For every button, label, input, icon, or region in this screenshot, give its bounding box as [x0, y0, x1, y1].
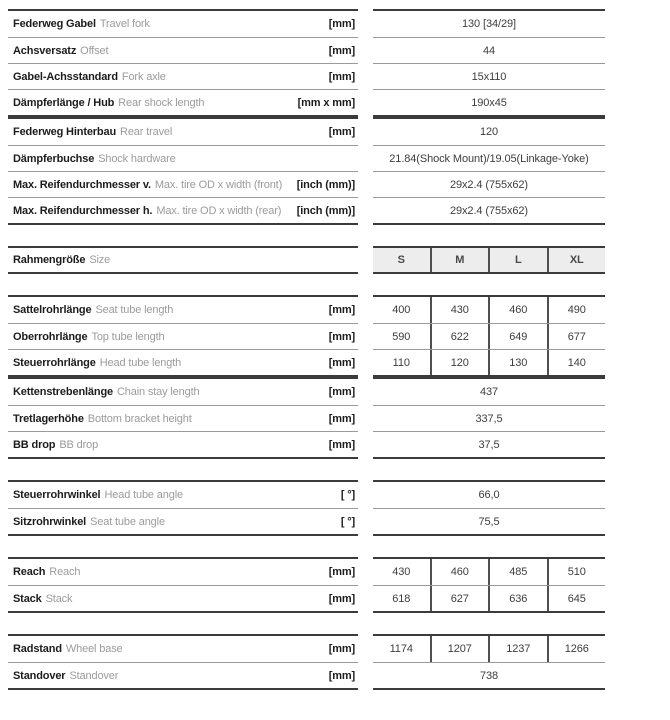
- spec-unit: [mm]: [328, 304, 355, 316]
- spec-label-de: Reach: [13, 566, 46, 578]
- spec-unit: [ °]: [340, 489, 355, 501]
- spec-label-en: Head tube angle: [104, 489, 183, 501]
- spec-value-cell: 618: [392, 592, 411, 605]
- spec-unit: [mm]: [328, 70, 355, 83]
- column-gap: [358, 117, 373, 225]
- spec-section-labels: [8, 557, 358, 613]
- spec-label-de: Federweg Gabel: [13, 18, 96, 30]
- spec-section: [8, 295, 670, 377]
- spec-label-en: Seat tube angle: [90, 515, 165, 528]
- spec-label-de: Max. Reifendurchmesser h.: [13, 204, 153, 217]
- spec-label-en: Top tube length: [91, 330, 165, 343]
- spec-section: [8, 480, 670, 536]
- size-header-cell: XL: [547, 248, 606, 272]
- spec-value-cell: 649: [488, 324, 547, 349]
- spec-row-label: [8, 89, 358, 115]
- spec-value-cell: 130 [34/29]: [462, 18, 516, 30]
- spec-section: [8, 117, 670, 225]
- spec-row-values: [373, 405, 605, 431]
- spec-unit: [mm]: [328, 386, 355, 398]
- spec-label-de: Sattelrohrlänge: [13, 304, 92, 316]
- spec-row-values: [373, 508, 605, 534]
- column-gap: [358, 480, 373, 536]
- spec-value-cell: 75,5: [478, 515, 500, 528]
- spec-section: [8, 634, 670, 690]
- spec-value-cell: 738: [479, 669, 499, 682]
- spec-row-label: [8, 145, 358, 171]
- spec-label-en: Rear travel: [120, 126, 173, 138]
- spec-value-cell: 190x45: [471, 96, 507, 109]
- spec-value-cell: 460: [488, 297, 547, 323]
- size-header-row: [373, 248, 605, 272]
- spec-value-cell: 430: [430, 297, 489, 323]
- spec-unit: [mm]: [328, 643, 355, 655]
- spec-value-cell: 627: [430, 586, 489, 611]
- spec-row-label: [8, 585, 358, 611]
- spec-label-en: Bottom bracket height: [87, 412, 192, 425]
- spec-label-en: Fork axle: [121, 70, 166, 83]
- spec-row-values: [373, 145, 605, 171]
- column-gap: [358, 246, 373, 274]
- spec-unit: [mm]: [328, 126, 355, 138]
- spec-unit: [mm]: [328, 566, 355, 578]
- spec-row-values: [373, 63, 605, 89]
- spec-label-en: Head tube length: [99, 356, 182, 369]
- spec-label-de: Steuerrohrwinkel: [13, 489, 101, 501]
- spec-row-label: [8, 636, 358, 662]
- size-header-cell: M: [430, 248, 489, 272]
- spec-label-en: Stack: [45, 592, 73, 605]
- spec-value-cell: 15x110: [471, 70, 507, 83]
- spec-row-label: [8, 405, 358, 431]
- spec-value-cell: 44: [482, 44, 496, 57]
- spec-section-labels: [8, 246, 358, 274]
- spec-row-values: [373, 171, 605, 197]
- spec-label-de: Radstand: [13, 643, 62, 655]
- spec-row-values: [373, 379, 605, 405]
- spec-row-label: [8, 171, 358, 197]
- spec-row-label: [8, 662, 358, 688]
- spec-label-de: Standover: [13, 669, 66, 682]
- spec-unit: [mm]: [328, 438, 355, 451]
- spec-section-values: [373, 377, 605, 459]
- spec-row-label: [8, 508, 358, 534]
- spec-label-de: Federweg Hinterbau: [13, 126, 117, 138]
- spec-unit: [mm]: [328, 330, 355, 343]
- spec-unit: [inch (mm)]: [296, 178, 355, 191]
- spec-label-de: Achsversatz: [13, 44, 77, 57]
- spec-unit: [mm]: [328, 669, 355, 682]
- spec-value-cell: 120: [479, 126, 499, 138]
- spec-row-values: [373, 297, 605, 323]
- spec-row-values: [373, 323, 605, 349]
- spec-value-cell: 1266: [547, 636, 606, 662]
- spec-label-de: Sitzrohrwinkel: [13, 515, 87, 528]
- spec-value-cell: 110: [392, 356, 410, 369]
- spec-label-en: BB drop: [59, 438, 99, 451]
- spec-section-labels: [8, 117, 358, 225]
- spec-value-cell: 66,0: [478, 489, 500, 501]
- spec-label-en: Max. tire OD x width (rear): [156, 204, 282, 217]
- spec-row-label: [8, 559, 358, 585]
- spec-section: [8, 377, 670, 459]
- spec-row-values: [373, 636, 605, 662]
- spec-label-de: Kettenstrebenlänge: [13, 386, 113, 398]
- column-gap: [358, 9, 373, 117]
- spec-value-cell: 510: [547, 559, 606, 585]
- spec-section: [8, 557, 670, 613]
- spec-unit: [mm]: [328, 44, 355, 57]
- spec-value-cell: 430: [392, 566, 411, 578]
- spec-row-values: [373, 119, 605, 145]
- spec-section-values: [373, 117, 605, 225]
- spec-value-cell: 29x2.4 (755x62): [450, 204, 528, 217]
- spec-section-values: [373, 9, 605, 117]
- spec-row-label: [8, 482, 358, 508]
- spec-row-label: [8, 323, 358, 349]
- spec-label-en: Standover: [69, 669, 119, 682]
- spec-section-values: [373, 480, 605, 536]
- spec-label-en: Travel fork: [99, 18, 150, 30]
- spec-value-cell: 437: [479, 386, 499, 398]
- spec-label-en: Size: [89, 254, 111, 266]
- spec-row-values: [373, 349, 605, 375]
- spec-row-label: [8, 37, 358, 63]
- spec-value-cell: 1207: [430, 636, 489, 662]
- spec-value-cell: 677: [547, 324, 606, 349]
- spec-label-de: Gabel-Achsstandard: [13, 70, 118, 83]
- spec-row-label: [8, 248, 358, 272]
- spec-unit: [mm]: [328, 18, 355, 30]
- spec-unit: [mm]: [328, 356, 355, 369]
- spec-label-en: Reach: [49, 566, 81, 578]
- size-header-cell: L: [488, 248, 547, 272]
- spec-value-cell: 120: [430, 350, 489, 375]
- spec-label-en: Max. tire OD x width (front): [154, 178, 283, 191]
- column-gap: [358, 295, 373, 377]
- spec-value-cell: 37,5: [478, 438, 500, 451]
- spec-row-label: [8, 431, 358, 457]
- spec-value-cell: 29x2.4 (755x62): [450, 178, 528, 191]
- spec-label-en: Offset: [80, 44, 109, 57]
- spec-label-de: Dämpferbuchse: [13, 152, 95, 165]
- column-gap: [358, 557, 373, 613]
- spec-row-label: [8, 119, 358, 145]
- spec-row-values: [373, 37, 605, 63]
- spec-row-values: [373, 11, 605, 37]
- spec-row-label: [8, 349, 358, 375]
- spec-section-labels: [8, 480, 358, 536]
- spec-section-values: [373, 295, 605, 377]
- spec-value-cell: 460: [430, 559, 489, 585]
- spec-value-cell: 140: [547, 350, 606, 375]
- spec-row-label: [8, 197, 358, 223]
- spec-row-label: [8, 63, 358, 89]
- spec-row-label: [8, 297, 358, 323]
- spec-row-values: [373, 559, 605, 585]
- spec-unit: [mm]: [328, 412, 355, 425]
- spec-unit: [mm x mm]: [297, 96, 355, 109]
- spec-label-de: Max. Reifendurchmesser v.: [13, 178, 151, 191]
- spec-section-labels: [8, 377, 358, 459]
- spec-section: [8, 246, 670, 274]
- size-header-cell: S: [373, 248, 430, 272]
- spec-value-cell: 1237: [488, 636, 547, 662]
- spec-section-values: [373, 246, 605, 274]
- spec-unit: [inch (mm)]: [296, 204, 355, 217]
- geometry-table: [8, 9, 670, 690]
- spec-label-de: Dämpferlänge / Hub: [13, 96, 115, 109]
- spec-value-cell: 490: [547, 297, 606, 323]
- spec-label-de: Oberrohrlänge: [13, 330, 88, 343]
- spec-row-values: [373, 431, 605, 457]
- spec-value-cell: 622: [430, 324, 489, 349]
- spec-row-values: [373, 197, 605, 223]
- spec-label-de: BB drop: [13, 438, 56, 451]
- spec-row-values: [373, 89, 605, 115]
- spec-label-en: Wheel base: [65, 643, 123, 655]
- spec-label-en: Chain stay length: [117, 386, 200, 398]
- spec-unit: [mm]: [328, 592, 355, 605]
- spec-value-cell: 1174: [389, 643, 413, 655]
- column-gap: [358, 634, 373, 690]
- spec-row-values: [373, 662, 605, 688]
- spec-section-labels: [8, 634, 358, 690]
- spec-label-de: Stack: [13, 592, 42, 605]
- spec-value-cell: 485: [488, 559, 547, 585]
- spec-label-en: Rear shock length: [118, 96, 205, 109]
- spec-unit: [ °]: [340, 515, 355, 528]
- spec-label-en: Shock hardware: [98, 152, 176, 165]
- spec-label-de: Steuerrohrlänge: [13, 356, 96, 369]
- spec-value-cell: 130: [488, 350, 547, 375]
- spec-value-cell: 21.84(Shock Mount)/19.05(Linkage-Yoke): [389, 152, 589, 165]
- column-gap: [358, 377, 373, 459]
- spec-label-en: Seat tube length: [95, 304, 174, 316]
- spec-value-cell: 636: [488, 586, 547, 611]
- spec-row-label: [8, 11, 358, 37]
- spec-section-labels: [8, 295, 358, 377]
- spec-value-cell: 400: [392, 304, 411, 316]
- spec-row-values: [373, 585, 605, 611]
- spec-value-cell: 590: [392, 330, 411, 343]
- spec-section: [8, 9, 670, 117]
- spec-row-label: [8, 379, 358, 405]
- spec-value-cell: 645: [547, 586, 606, 611]
- spec-section-labels: [8, 9, 358, 117]
- spec-row-values: [373, 482, 605, 508]
- spec-label-de: Rahmengröße: [13, 254, 86, 266]
- spec-section-values: [373, 634, 605, 690]
- spec-label-de: Tretlagerhöhe: [13, 412, 84, 425]
- spec-section-values: [373, 557, 605, 613]
- spec-value-cell: 337,5: [475, 412, 503, 425]
